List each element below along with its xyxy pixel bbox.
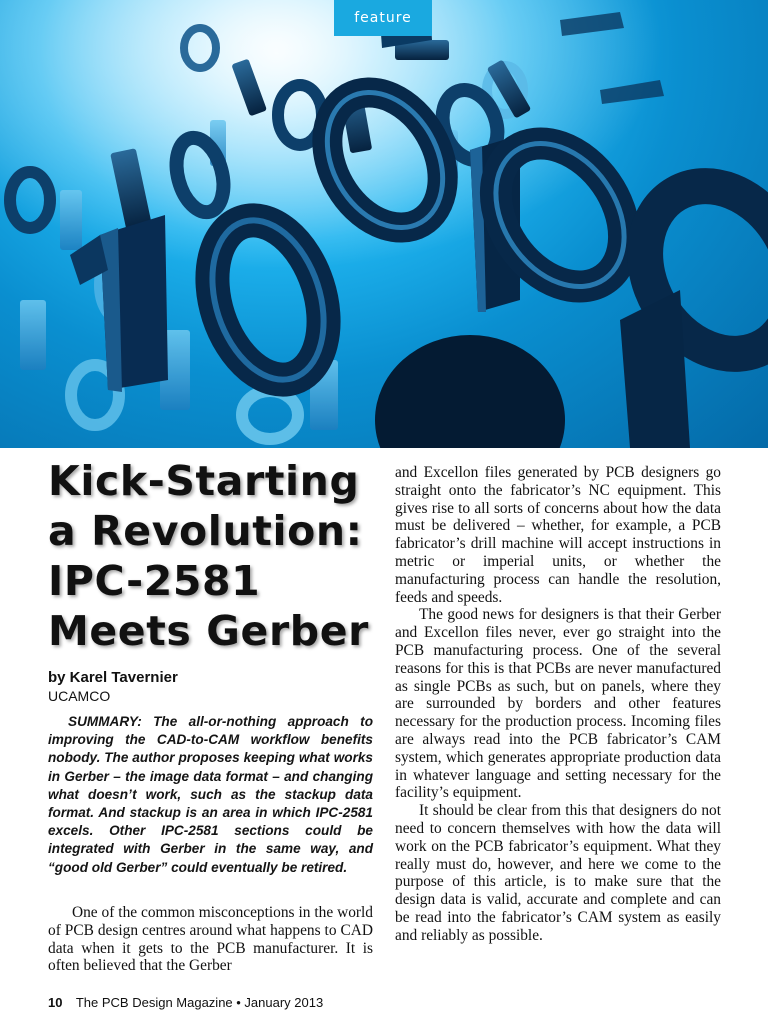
- hero-image: [0, 0, 768, 448]
- title-line: a Revolution:: [48, 507, 363, 555]
- author-byline: by Karel Tavernier: [48, 669, 178, 686]
- title-line: Kick-Starting: [48, 457, 360, 505]
- title-line: Meets Gerber: [48, 607, 369, 655]
- title-line: IPC-2581: [48, 557, 261, 605]
- body-paragraph: It should be clear from this that designers do not need to concern themselves with how the data will work on the PCB fabricator’s equipment. What they really must do, however, and here we come to the purpose of this article, is to make sure that the design data is valid, accurate and complete and can be read into the fabricator’s CAM system as easily and reliably as possible.: [395, 802, 721, 944]
- page-footer: [48, 995, 323, 1010]
- body-paragraph: One of the common misconceptions in the world of PCB design centres around what happens to CAD data when it gets to the PCB manufacturer. It is often believed that the Gerber: [48, 904, 373, 975]
- body-paragraph: The good news for designers is that their Gerber and Excellon files never, ever go straight into the PCB manufacturing process. One of the several reasons for this is that PCBs are never manufactured as single PCBs as such, but on panels, where they are surrounded by borders and other features necessary for the production process. Incoming files are always read into the PCB fabricator’s CAM system, which generates appropriate production data in whatever language and setting necessary for the facility’s equipment.: [395, 606, 721, 802]
- article-title: [48, 456, 378, 656]
- body-paragraph: and Excellon files generated by PCB designers go straight onto the fabricator’s NC equipment. This gives rise to all sorts of concerns about how the data must be delivered – whether, for example, a PCB fabricator’s drill machine will accept instructions in metric or imperial units, or whether the manufacturing process can handle the resolution, feeds and speeds.: [395, 464, 721, 606]
- article-summary: SUMMARY: The all-or-nothing approach to improving the CAD-to-CAM workflow benefits nobody. The author proposes keeping what works in Gerber – the image data format – and changing what doesn’t work, such as the stackup data format. And stackup is an area in which IPC-2581 excels. Other IPC-2581 sections could be integrated with Gerber in the same way, and “good old Gerber” could eventually be retired.: [48, 714, 373, 875]
- left-column-body: [48, 904, 373, 975]
- page-number: 10: [48, 995, 63, 1010]
- binary-digits-illustration: [0, 0, 768, 448]
- author-organization: UCAMCO: [48, 688, 111, 704]
- publication-info: The PCB Design Magazine • January 2013: [75, 995, 324, 1010]
- feature-section-tab: feature: [334, 0, 432, 36]
- right-column-body: [395, 464, 721, 945]
